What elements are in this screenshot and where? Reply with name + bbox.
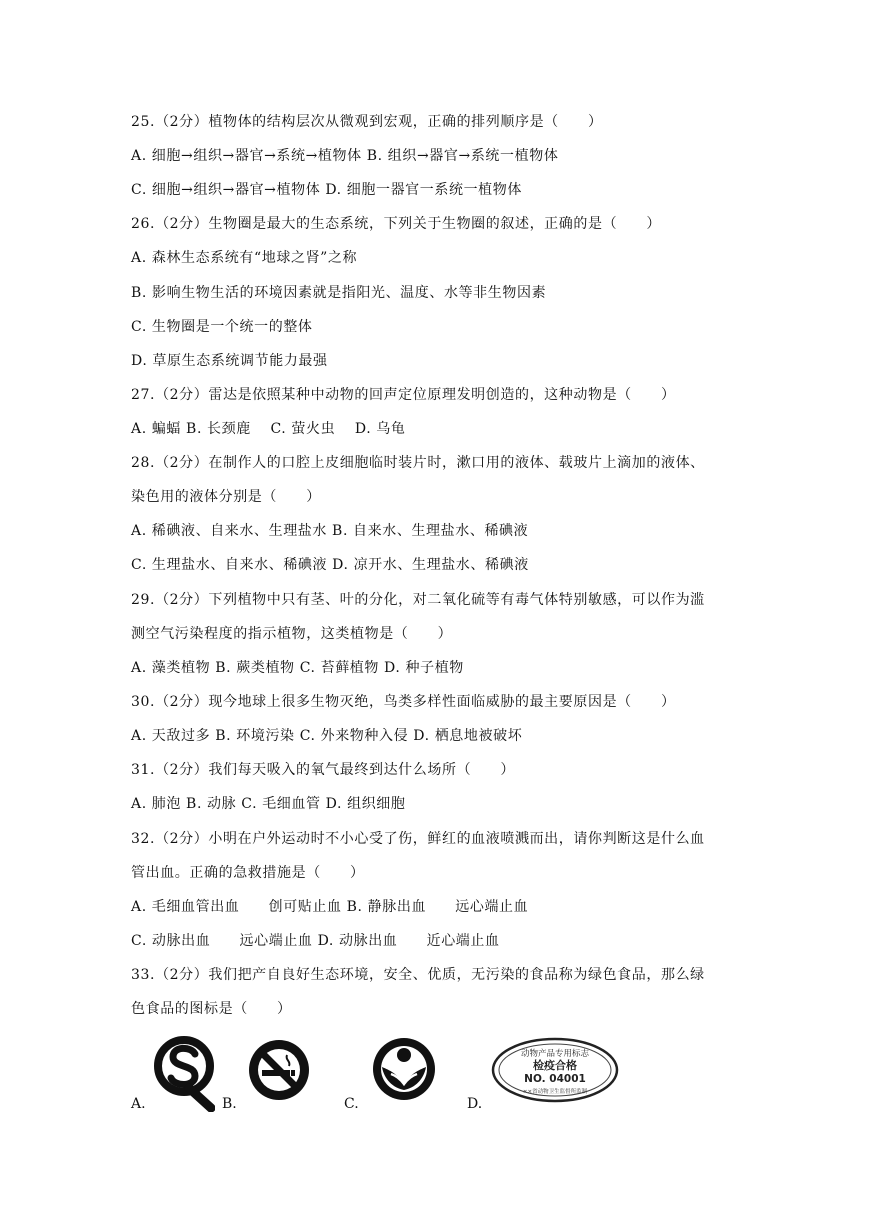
question-32-options-ab: A. 毛细血管出血 创可贴止血 B. 静脉出血 远心端止血: [131, 899, 529, 915]
question-28-stem: 28.（2分）在制作人的口腔上皮细胞临时装片时，漱口用的液体、载玻片上滴加的液体、: [131, 455, 705, 471]
question-32-options-cd: C. 动脉出血 远心端止血 D. 动脉出血 近心端止血: [131, 933, 500, 949]
question-28-stem-cont: 染色用的液体分别是（ ）: [131, 489, 321, 505]
question-25-options-ab: A. 细胞→组织→器官→系统→植物体 B. 组织→器官→系统一植物体: [131, 148, 559, 164]
stamp-line-3: NO. 04001: [524, 1073, 586, 1085]
question-29-stem-cont: 测空气污染程度的指示植物，这类植物是（ ）: [131, 626, 453, 642]
question-28-options-cd: C. 生理盐水、自来水、稀碘液 D. 凉开水、生理盐水、稀碘液: [131, 557, 529, 573]
question-26-option-d: D. 草原生态系统调节能力最强: [131, 353, 328, 369]
stamp-line-4: ××省动物卫生监督所监制: [522, 1089, 588, 1095]
option-c-label: C.: [344, 1096, 359, 1112]
question-31-options: A. 肺泡 B. 动脉 C. 毛细血管 D. 组织细胞: [131, 796, 406, 812]
question-25-options-cd: C. 细胞→组织→器官→植物体 D. 细胞一器官一系统一植物体: [131, 182, 522, 198]
stamp-line-1: 动物产品专用标志: [520, 1049, 590, 1059]
quarantine-stamp-icon: [490, 1036, 620, 1104]
question-29-stem: 29.（2分）下列植物中只有茎、叶的分化，对二氧化硫等有毒气体特别敏感，可以作为滥: [131, 592, 705, 608]
question-32-stem-cont: 管出血。正确的急救措施是（ ）: [131, 865, 365, 881]
question-26-option-b: B. 影响生物生活的环境因素就是指阳光、温度、水等非生物因素: [131, 285, 547, 301]
green-food-logo-icon: [369, 1034, 439, 1104]
question-25-stem: 25.（2分）植物体的结构层次从微观到宏观，正确的排列顺序是（ ）: [131, 114, 603, 130]
question-26-option-a: A. 森林生态系统有“地球之肾”之称: [131, 250, 358, 266]
question-31-stem: 31.（2分）我们每天吸入的氧气最终到达什么场所（ ）: [131, 762, 515, 778]
question-27-stem: 27.（2分）雷达是依照某种中动物的回声定位原理发明创造的，这种动物是（ ）: [131, 387, 676, 403]
question-33-stem: 33.（2分）我们把产自良好生态环境，安全、优质，无污染的食品称为绿色食品，那么绿: [131, 967, 705, 983]
question-28-options-ab: A. 稀碘液、自来水、生理盐水 B. 自来水、生理盐水、稀碘液: [131, 523, 529, 539]
question-33-stem-cont: 色食品的图标是（ ）: [131, 1001, 292, 1017]
question-29-options: A. 藻类植物 B. 蕨类植物 C. 苔藓植物 D. 种子植物: [131, 660, 464, 676]
question-30-stem: 30.（2分）现今地球上很多生物灭绝，鸟类多样性面临威胁的最主要原因是（ ）: [131, 694, 676, 710]
question-26-option-c: C. 生物圈是一个统一的整体: [131, 319, 313, 335]
question-32-stem: 32.（2分）小明在户外运动时不小心受了伤，鲜红的血液喷溅而出，请你判断这是什么血: [131, 831, 705, 847]
no-smoking-icon: [245, 1036, 313, 1104]
qs-mark-icon: [153, 1032, 215, 1112]
question-30-options: A. 天敌过多 B. 环境污染 C. 外来物种入侵 D. 栖息地被破坏: [131, 728, 523, 744]
stamp-line-2: 检疫合格: [533, 1059, 577, 1072]
option-a-label: A.: [131, 1096, 146, 1112]
option-d-label: D.: [467, 1096, 483, 1112]
option-b-label: B.: [222, 1096, 237, 1112]
question-26-stem: 26.（2分）生物圈是最大的生态系统，下列关于生物圈的叙述，正确的是（ ）: [131, 216, 661, 232]
question-27-options: A. 蝙蝠 B. 长颈鹿 C. 萤火虫 D. 乌龟: [131, 421, 406, 437]
